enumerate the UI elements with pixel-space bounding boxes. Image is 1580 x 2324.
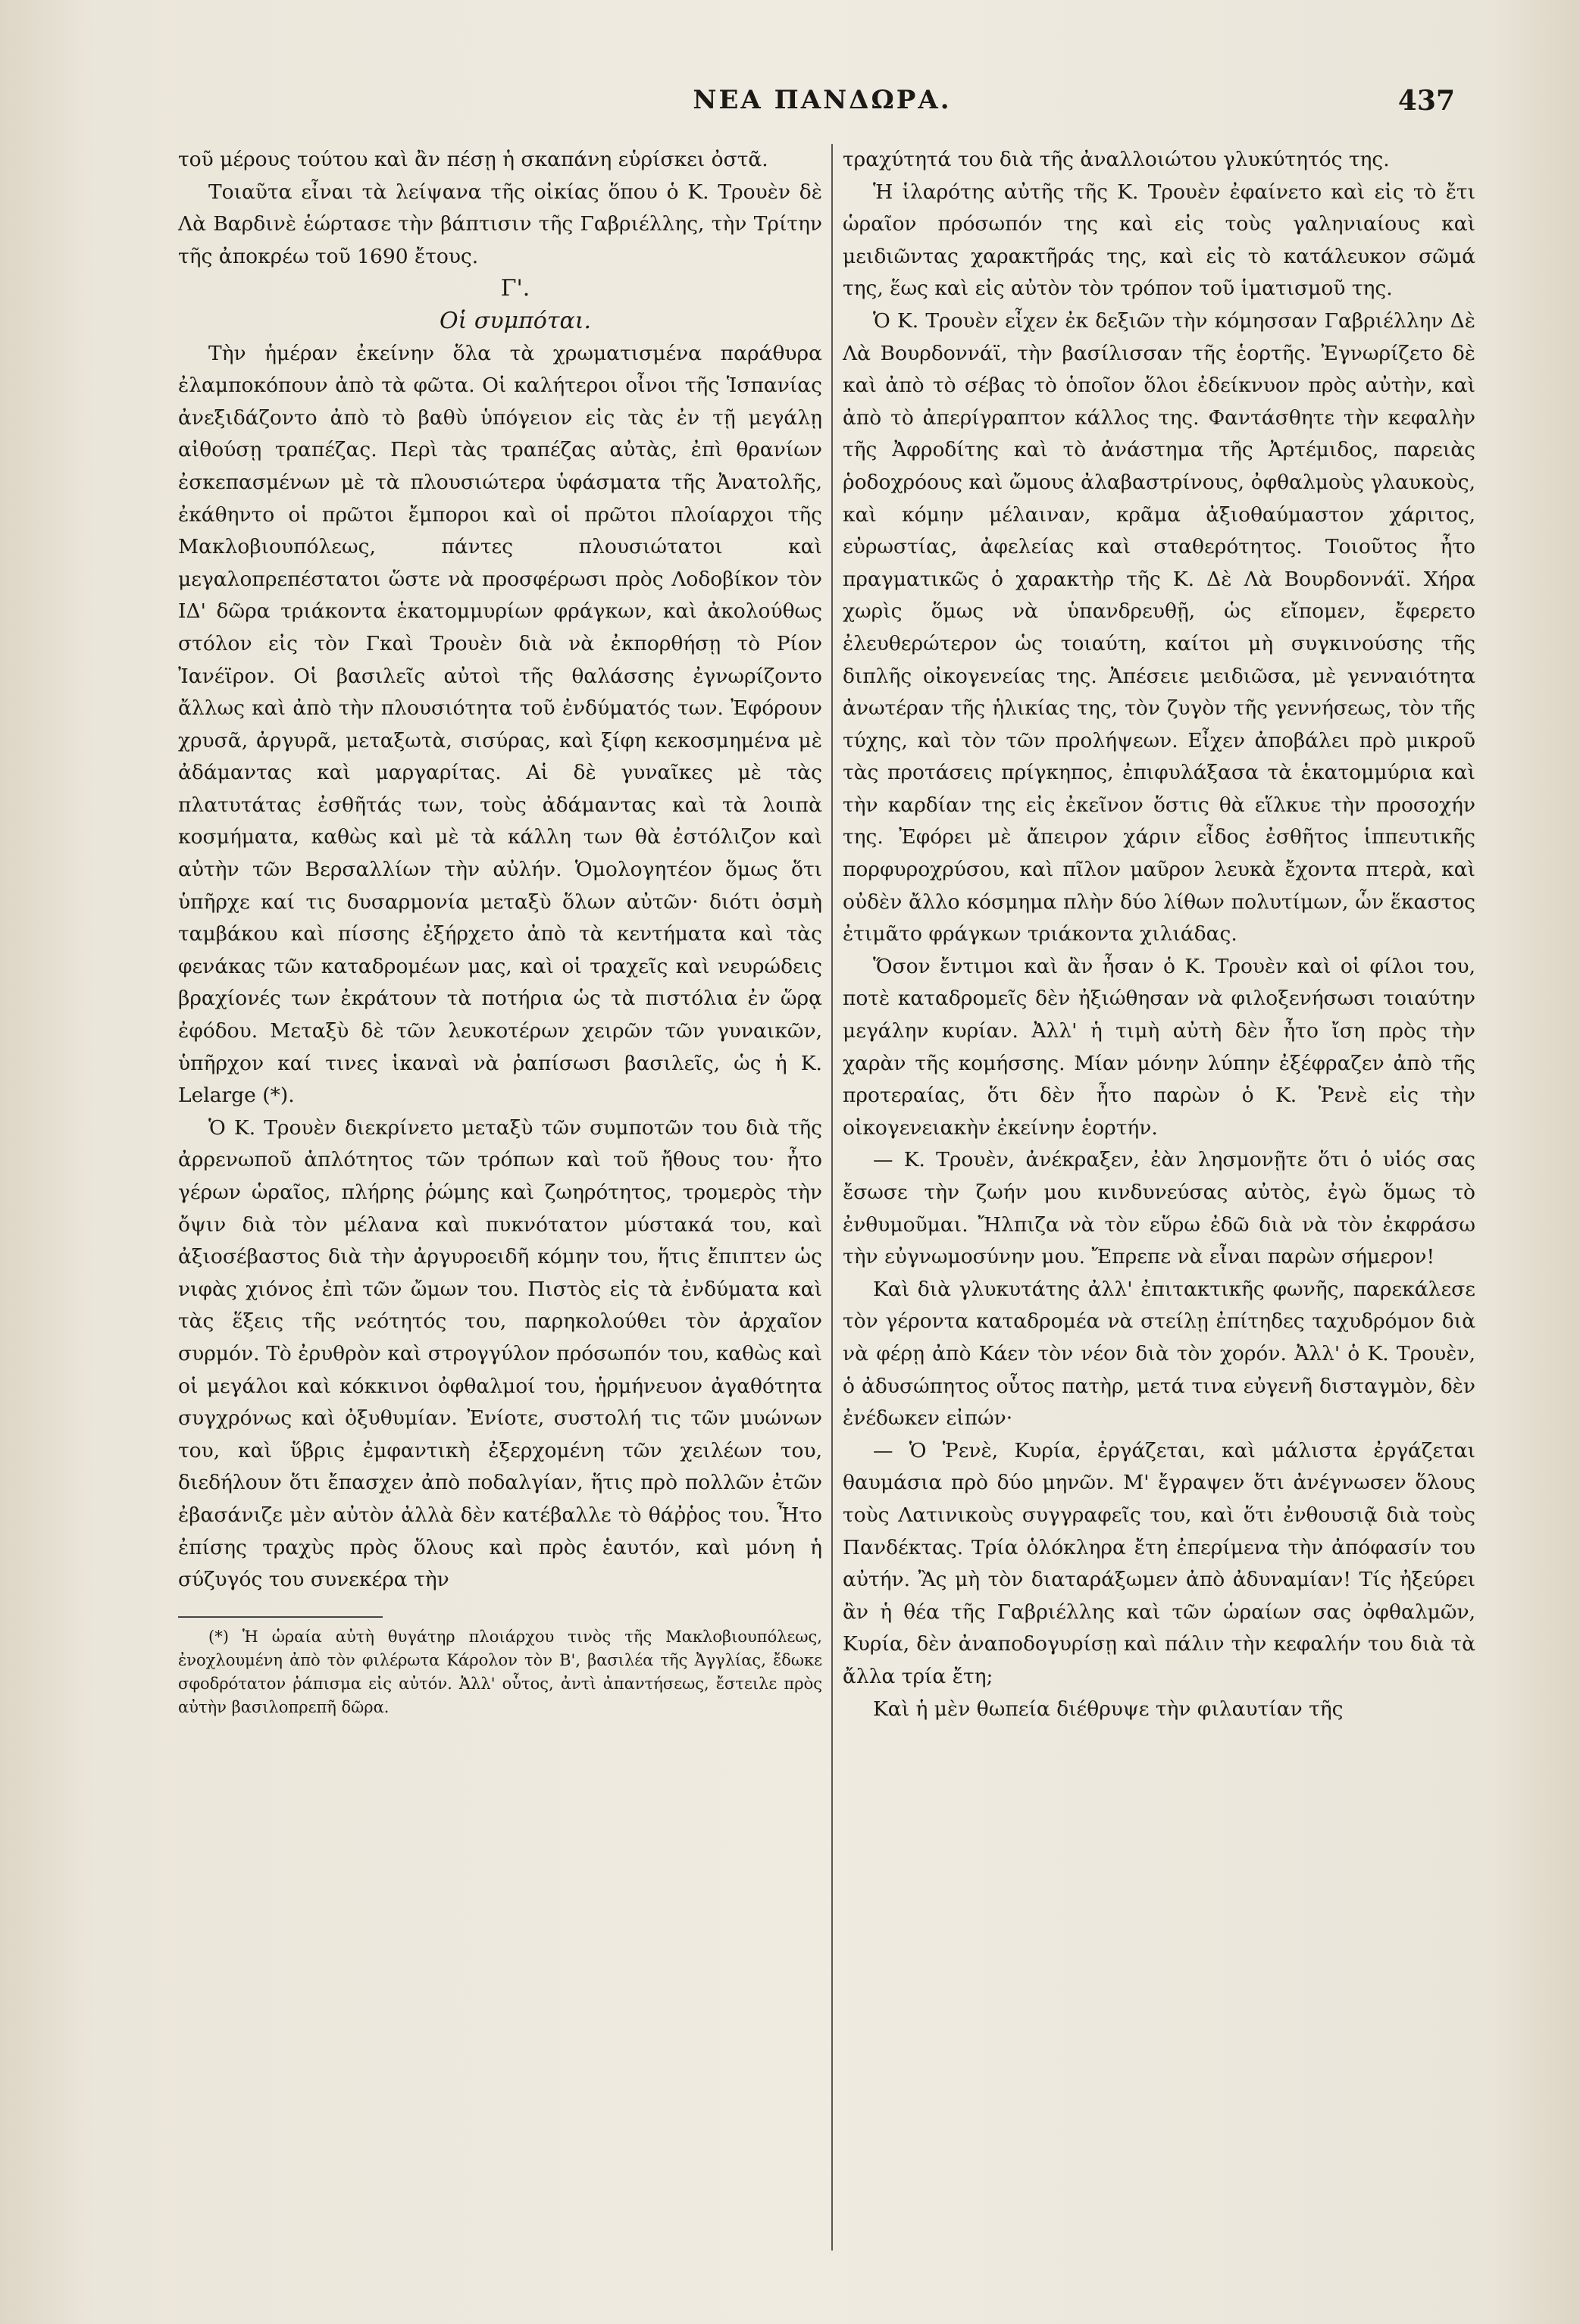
paragraph: — Ὁ Ῥενὲ, Κυρία, ἐργάζεται, καὶ μάλιστα ἐργάζεται θαυμάσια πρὸ δύο μηνῶν. Μ' ἔγραψεν ὅτι ἀνέγνωσεν ὅλους τοὺς Λατινικοὺς συγγραφεῖς του, καὶ ὅτι ἐνθουσιᾷ διὰ τοὺς Πανδέκτας. Τρία ὁλόκληρα ἔτη ἐπερίμενα τὴν ἀπόφασίν του αὐτήν. Ἂς μὴ τὸν διαταράξωμεν ἀπὸ ἀδυναμίαν! Τίς ἠξεύρει ἂν ἡ θέα τῆς Γαβριέλλης καὶ τῶν ὡραίων σας ὀφθαλμῶν, Κυρία, δὲν ἀναποδογυρίσῃ καὶ πάλιν τὴν κεφαλήν του διὰ τὰ ἄλλα τρία ἔτη; <box>843 1438 1475 1688</box>
running-title: ΝΕΑ ΠΑΝΔΩΡΑ. <box>693 85 952 115</box>
paragraph: — Κ. Τρουὲν, ἀνέκραξεν, ἐὰν λησμονῇτε ὅτι ὁ υἱός σας ἔσωσε τὴν ζωήν μου κινδυνεύσας αὐτὸς, ἐγὼ ὅμως τὸ ἐνθυμοῦμαι. Ἤλπιζα νὰ τὸν εὕρω ἐδῶ διὰ νὰ τὸν ἐκφράσω τὴν εὐγνωμοσύνην μου. Ἔπρεπε νὰ εἶναι παρὼν σήμερον! <box>843 1148 1475 1269</box>
paragraph: Τὴν ἡμέραν ἐκείνην ὅλα τὰ χρωματισμένα παράθυρα ἐλαμποκόπουν ἀπὸ τὰ φῶτα. Οἱ καλήτεροι οἶνοι τῆς Ἱσπανίας ἀνεξιδάζοντο ἀπὸ τὸ βαθὺ ὑπόγειον εἰς τὰς ἐν τῇ μεγάλῃ αἰθούσῃ τραπέζας. Περὶ τὰς τραπέζας αὐτὰς, ἐπὶ θρανίων ἐσκεπασμένων μὲ τὰ πλουσιώτερα ὑφάσματα τῆς Ἀνατολῆς, ἐκάθηντο οἱ πρῶτοι ἔμποροι καὶ οἱ πρῶτοι πλοίαρχοι τῆς Μακλοβιουπόλεως, πάντες πλουσιώτατοι καὶ μεγαλοπρεπέστατοι ὥστε νὰ προσφέρωσι πρὸς Λοδοβίκον τὸν ΙΔ' δῶρα τριάκοντα ἑκατομμυρίων φράγκων, καὶ ἀκολούθως στόλον εἰς τὸν Γκαὶ Τρουὲν διὰ νὰ ἐκπορθήσῃ τὸ Ρίον Ἰανέϊρον. Οἱ βασιλεῖς αὐτοὶ τῆς θαλάσσης ἐγνωρίζοντο ἄλλως καὶ ἀπὸ τὴν πλουσιότητα τοῦ ἐνδύματός των. Ἐφόρουν χρυσᾶ, ἀργυρᾶ, μεταξωτὰ, σισύρας, καὶ ξίφη κεκοσμημένα μὲ ἀδάμαντας καὶ μαργαρίτας. Αἱ δὲ γυναῖκες μὲ τὰς πλατυτάτας ἐσθῆτάς των, τοὺς ἀδάμαντας καὶ τὰ λοιπὰ κοσμήματα, καθὼς καὶ μὲ τὰ κάλλη των θὰ ἐστόλιζον καὶ αὐτὴν τῶν Βερσαλλίων τὴν αὐλήν. Ὁμολογητέον ὅμως ὅτι ὑπῆρχε καί τις δυσαρμονία μεταξὺ ὅλων αὐτῶν· διότι ὀσμὴ ταμβάκου καὶ πίσσης ἐξήρχετο ἀπὸ τὰ κεντήματα καὶ τὰς φενάκας τῶν καταδρομέων μας, καὶ οἱ τραχεῖς καὶ νευρώδεις βραχίονές των ἐκράτουν τὰ ποτήρια ὡς τὰ πιστόλια ἐν ὥρᾳ ἐφόδου. Μεταξὺ δὲ τῶν λευκοτέρων χειρῶν τῶν γυναικῶν, ὑπῆρχον καί τινες ἱκαναὶ νὰ ῥαπίσωσι βασιλεῖς, ὡς ἡ Κ. Lelarge (*). <box>178 341 822 1108</box>
section-title: Οἱ συμπόται. <box>439 307 592 334</box>
paragraph: Ὁ Κ. Τρουὲν διεκρίνετο μεταξὺ τῶν συμποτῶν του διὰ τῆς ἀρρενωποῦ ἁπλότητος τῶν τρόπων καὶ τοῦ ἤθους του· ἦτο γέρων ὡραῖος, πλήρης ῥώμης καὶ ζωηρότητος, τρομερὸς τὴν ὄψιν διὰ τὸν μέλανα καὶ πυκνότατον μύστακά του, καὶ ἀξιοσέβαστος διὰ τὴν ἀργυροειδῆ κόμην του, ἥτις ἔπιπτεν ὡς νιφὰς χιόνος ἐπὶ τῶν ὤμων του. Πιστὸς εἰς τὰ ἐνδύματα καὶ τὰς ἕξεις τῆς νεότητός του, παρηκολούθει τὸν ἀρχαῖον συρμόν. Τὸ ἐρυθρὸν καὶ στρογγύλον πρόσωπόν του, καθὼς καὶ οἱ μεγάλοι καὶ κόκκινοι ὀφθαλμοί του, ἡρμήνευον ἀγαθότητα συγχρόνως καὶ ὀξυθυμίαν. Ἐνίοτε, συστολή τις τῶν μυώνων του, καὶ ὕβρις ἐμφαντικὴ ἐξερχομένη τῶν χειλέων του, διεδήλουν ὅτι ἔπασχεν ἀπὸ ποδαλγίαν, ἥτις πρὸ πολλῶν ἐτῶν ἐβασάνιζε μὲν αὐτὸν ἀλλὰ δὲν κατέβαλλε τὸ θάῤῥος του. Ἦτο ἐπίσης τραχὺς πρὸς ὅλους καὶ πρὸς ἑαυτόν, καὶ μόνη ἡ σύζυγός του συνεκέρα τὴν <box>178 1115 822 1592</box>
section-number: Γ'. <box>500 275 530 302</box>
page-header <box>174 85 1470 130</box>
footnote: (*) Ἡ ὡραία αὐτὴ θυγάτηρ πλοιάρχου τινὸς τῆς Μακλοβιουπόλεως, ἐνοχλουμένη ἀπὸ τὸν φιλέρωτα Κάρολον τὸν Β', βασιλέα τῆς Ἀγγλίας, ἔδωκε σφοδρότατον ῥάπισμα εἰς αὐτόν. Ἀλλ' οὗτος, ἀντὶ ἀπαντήσεως, ἔστειλε πρὸς αὐτὴν βασιλοπρεπῆ δῶρα. <box>178 1627 822 1716</box>
paragraph: Ὁ Κ. Τρουὲν εἶχεν ἐκ δεξιῶν τὴν κόμησσαν Γαβριέλλην Δὲ Λὰ Βουρδοννάϊ, τὴν βασίλισσαν τῆς ἑορτῆς. Ἐγνωρίζετο δὲ καὶ ἀπὸ τὸ σέβας τὸ ὁποῖον ὅλοι ἐδείκνυον πρὸς αὐτὴν, καὶ ἀπὸ τὸ ἀπερίγραπτον κάλλος της. Φαντάσθητε τὴν κεφαλὴν τῆς Ἀφροδίτης καὶ τὸ ἀνάστημα τῆς Ἀρτέμιδος, παρειὰς ῥοδοχρόους καὶ ὤμους ἀλαβαστρίνους, ὀφθαλμοὺς γλαυκοὺς, καὶ κόμην μέλαιναν, κρᾶμα ἀξιοθαύμαστον χάριτος, εὐρωστίας, ἀφελείας καὶ σταθερότητος. Τοιοῦτος ἦτο πραγματικῶς ὁ χαρακτὴρ τῆς Κ. Δὲ Λὰ Βουρδοννάϊ. Χήρα χωρὶς ὅμως νὰ ὑπανδρευθῇ, ὡς εἴπομεν, ἔφερετο ἐλευθερώτερον ὡς τοιαύτη, καίτοι μὴ συγκινούσης τῆς διπλῆς οἰκογενείας της. Ἀπέσειε μειδιῶσα, μὲ γενναιότητα ἀνωτέραν τῆς ἡλικίας της, τὸν ζυγὸν τῆς γεννήσεως, τὸν τῆς τύχης, καὶ τὸν τῶν προλήψεων. Εἶχεν ἀποβάλει πρὸ μικροῦ τὰς προτάσεις πρίγκηπος, ἐπιφυλάξασα τὰ ἑκατομμύρια καὶ τὴν καρδίαν της εἰς ἐκεῖνον ὅστις θὰ εἵλκυε τὴν προσοχήν της. Ἐφόρει μὲ ἄπειρον χάριν εἶδος ἐσθῆτος ἱππευτικῆς πορφυροχρύσου, καὶ πῖλον μαῦρον λευκὰ ἔχοντα πτερὰ, καὶ οὐδὲν ἄλλο κόσμημα πλὴν δύο λίθων πολυτίμων, ὧν ἕκαστος ἐτιμᾶτο φράγκων τριάκοντα χιλιάδας. <box>843 308 1475 946</box>
paragraph: τοῦ μέρους τούτου καὶ ἂν πέσῃ ἡ σκαπάνη εὑρίσκει ὀστᾶ. <box>178 148 768 171</box>
paragraph: τραχύτητά του διὰ τῆς ἀναλλοιώτου γλυκύτητός της. <box>843 148 1390 171</box>
paragraph: Καὶ διὰ γλυκυτάτης ἀλλ' ἐπιτακτικῆς φωνῆς, παρεκάλεσε τὸν γέροντα καταδρομέα νὰ στείλῃ ἐπίτηδες ταχυδρόμον διὰ νὰ φέρῃ ἀπὸ Κάεν τὸν νέον διὰ τὸν χορόν. Ἀλλ' ὁ Κ. Τρουὲν, ὁ ἀδυσώπητος οὗτος πατὴρ, μετά τινα εὐγενῆ δισταγμὸν, δὲν ἐνέδωκεν εἰπών· <box>843 1277 1475 1431</box>
paragraph: Ὅσον ἔντιμοι καὶ ἂν ἦσαν ὁ Κ. Τρουὲν καὶ οἱ φίλοι του, ποτὲ καταδρομεῖς δὲν ἠξιώθησαν νὰ φιλοξενήσωσι τοιαύτην μεγάλην κυρίαν. Ἀλλ' ἡ τιμὴ αὐτὴ δὲν ἦτο ἴση πρὸς τὴν χαρὰν τῆς κομήσσης. Μίαν μόνην λύπην ἐξέφραζεν ἀπὸ τῆς προτεραίας, ὅτι δὲν ἦτο παρὼν ὁ Κ. Ῥενὲ εἰς τὴν οἰκογενειακὴν ἐκείνην ἑορτήν. <box>843 954 1475 1140</box>
paragraph: Τοιαῦτα εἶναι τὰ λείψανα τῆς οἰκίας ὅπου ὁ Κ. Τρουὲν δὲ Λὰ Βαρδινὲ ἑώρτασε τὴν βάπτισιν τῆς Γαβριέλλης, τὴν Τρίτην τῆς ἀποκρέω τοῦ 1690 ἔτους. <box>178 180 822 268</box>
paragraph: Καὶ ἡ μὲν θωπεία διέθρυψε τὴν φιλαυτίαν τῆς <box>873 1697 1344 1721</box>
left-column <box>178 144 822 1719</box>
footnote-divider <box>178 1616 383 1618</box>
right-column <box>843 144 1475 1725</box>
column-divider <box>831 144 833 2250</box>
paragraph: Ἡ ἱλαρότης αὐτῆς τῆς Κ. Τρουὲν ἐφαίνετο καὶ εἰς τὸ ἔτι ὡραῖον πρόσωπόν της καὶ εἰς τοὺς γαληνιαίους καὶ μειδιῶντας χαρακτῆράς της, καὶ εἰς τὸ κατάλευκον σῶμά της, ἕως καὶ εἰς αὐτὸν τὸν τρόπον τοῦ ἱματισμοῦ της. <box>843 180 1475 301</box>
page-number: 437 <box>1397 85 1455 117</box>
